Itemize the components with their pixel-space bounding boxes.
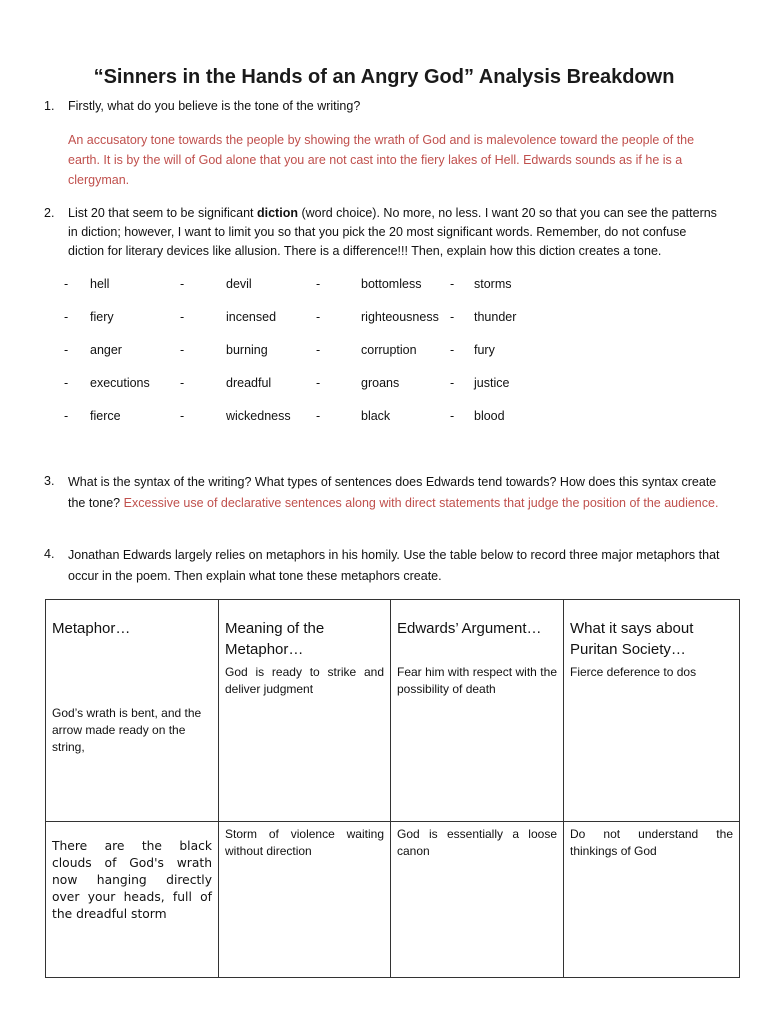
diction-word: fiery xyxy=(90,310,114,324)
bullet-dash: - xyxy=(180,277,185,291)
bullet-dash: - xyxy=(450,376,455,390)
bullet-dash: - xyxy=(316,409,321,423)
column-header-argument: Edwards’ Argument… xyxy=(397,620,542,637)
argument-text: Fear him with respect with the possibility of death xyxy=(397,665,557,696)
diction-word: devil xyxy=(226,277,252,291)
society-text: Fierce deference to dos xyxy=(570,665,697,679)
diction-word: fierce xyxy=(90,409,121,423)
bullet-dash: - xyxy=(64,376,69,390)
bullet-dash: - xyxy=(450,310,455,324)
table-cell xyxy=(46,600,219,822)
meaning-text: Storm of violence waiting without direction xyxy=(225,827,384,858)
question-4 xyxy=(44,545,724,586)
diction-row xyxy=(64,310,624,326)
question-1 xyxy=(44,97,724,116)
question-number: 3. xyxy=(44,474,55,488)
bullet-dash: - xyxy=(64,343,69,357)
diction-row xyxy=(64,277,624,293)
diction-word: righteousness xyxy=(361,310,439,324)
table-row xyxy=(46,822,740,978)
diction-word: corruption xyxy=(361,343,417,357)
bullet-dash: - xyxy=(316,376,321,390)
question-number: 2. xyxy=(44,206,55,220)
column-header-society: What it says about Puritan Society… xyxy=(570,620,694,658)
diction-word: thunder xyxy=(474,310,517,324)
table-cell xyxy=(564,600,740,822)
page-title: “Sinners in the Hands of an Angry God” Analysis Breakdown xyxy=(93,66,675,88)
bold-term: diction xyxy=(257,206,298,220)
bullet-dash: - xyxy=(450,277,455,291)
table-cell xyxy=(219,600,391,822)
question-number: 1. xyxy=(44,99,55,113)
diction-row xyxy=(64,343,624,359)
bullet-dash: - xyxy=(64,277,69,291)
diction-word: black xyxy=(361,409,391,423)
diction-word: wickedness xyxy=(226,409,291,423)
table-cell xyxy=(391,822,564,978)
bullet-dash: - xyxy=(64,409,69,423)
diction-word: burning xyxy=(226,343,268,357)
diction-word: dreadful xyxy=(226,376,272,390)
bullet-dash: - xyxy=(180,310,185,324)
diction-word: fury xyxy=(474,343,495,357)
meaning-text: God is ready to strike and deliver judgment xyxy=(225,665,384,696)
column-header-meaning: Meaning of the Metaphor… xyxy=(225,620,325,658)
bullet-dash: - xyxy=(64,310,69,324)
bullet-dash: - xyxy=(180,376,185,390)
argument-text: God is essentially a loose canon xyxy=(397,827,557,858)
answer-1: An accusatory tone towards the people by showing the wrath of God and is malevolence toward the people of the earth. It is by the will of God alone that you are not cast into the fiery lakes of Hell. Edwards sounds as if he is a clergyman. xyxy=(68,133,695,187)
society-text: Do not understand the thinkings of God xyxy=(570,827,733,858)
table-cell xyxy=(564,822,740,978)
diction-word: storms xyxy=(474,277,512,291)
answer-3: Excessive use of declarative sentences along with direct statements that judge the position of the audience. xyxy=(123,495,719,510)
question-text: What is the syntax of the writing? What types of sentences does Edwards tend towards? How does this syntax create the tone? Excessive use of declarative sentences along with direct statements that judge the position of the audience. xyxy=(68,475,719,510)
metaphor-text: There are the black clouds of God's wrath now hanging directly over your heads, full of the dreadful storm xyxy=(52,839,212,921)
diction-word: bottomless xyxy=(361,277,422,291)
diction-word: anger xyxy=(90,343,122,357)
metaphor-table xyxy=(45,599,740,978)
diction-row xyxy=(64,409,624,425)
question-number: 4. xyxy=(44,547,55,561)
bullet-dash: - xyxy=(316,310,321,324)
diction-word: incensed xyxy=(226,310,277,324)
table-cell xyxy=(391,600,564,822)
diction-row xyxy=(64,376,624,392)
diction-word: groans xyxy=(361,376,400,390)
diction-word: blood xyxy=(474,409,505,423)
bullet-dash: - xyxy=(180,409,185,423)
bullet-dash: - xyxy=(316,343,321,357)
diction-word: executions xyxy=(90,376,150,390)
table-cell xyxy=(46,822,219,978)
table-row xyxy=(46,600,740,822)
question-2 xyxy=(44,204,724,261)
metaphor-text: God’s wrath is bent, and the arrow made ready on the string, xyxy=(52,706,202,754)
question-text: List 20 that seem to be significant diction (word choice). No more, no less. I want 20 so that you can see the patterns in diction; however, I want to limit you so that you pick the 20 most significant words. Remember, do not confuse diction for literary devices like allusion. There is a difference!!! Then, explain how this diction creates a tone. xyxy=(68,206,717,258)
bullet-dash: - xyxy=(180,343,185,357)
question-text: Firstly, what do you believe is the tone of the writing? xyxy=(68,99,361,113)
bullet-dash: - xyxy=(450,409,455,423)
column-header-metaphor: Metaphor… xyxy=(52,620,131,637)
question-text: Jonathan Edwards largely relies on metaphors in his homily. Use the table below to record three major metaphors that occur in the poem. Then explain what tone these metaphors create. xyxy=(68,548,720,583)
diction-word: hell xyxy=(90,277,110,291)
bullet-dash: - xyxy=(450,343,455,357)
table-cell xyxy=(219,822,391,978)
bullet-dash: - xyxy=(316,277,321,291)
diction-word: justice xyxy=(474,376,510,390)
question-3 xyxy=(44,472,724,513)
